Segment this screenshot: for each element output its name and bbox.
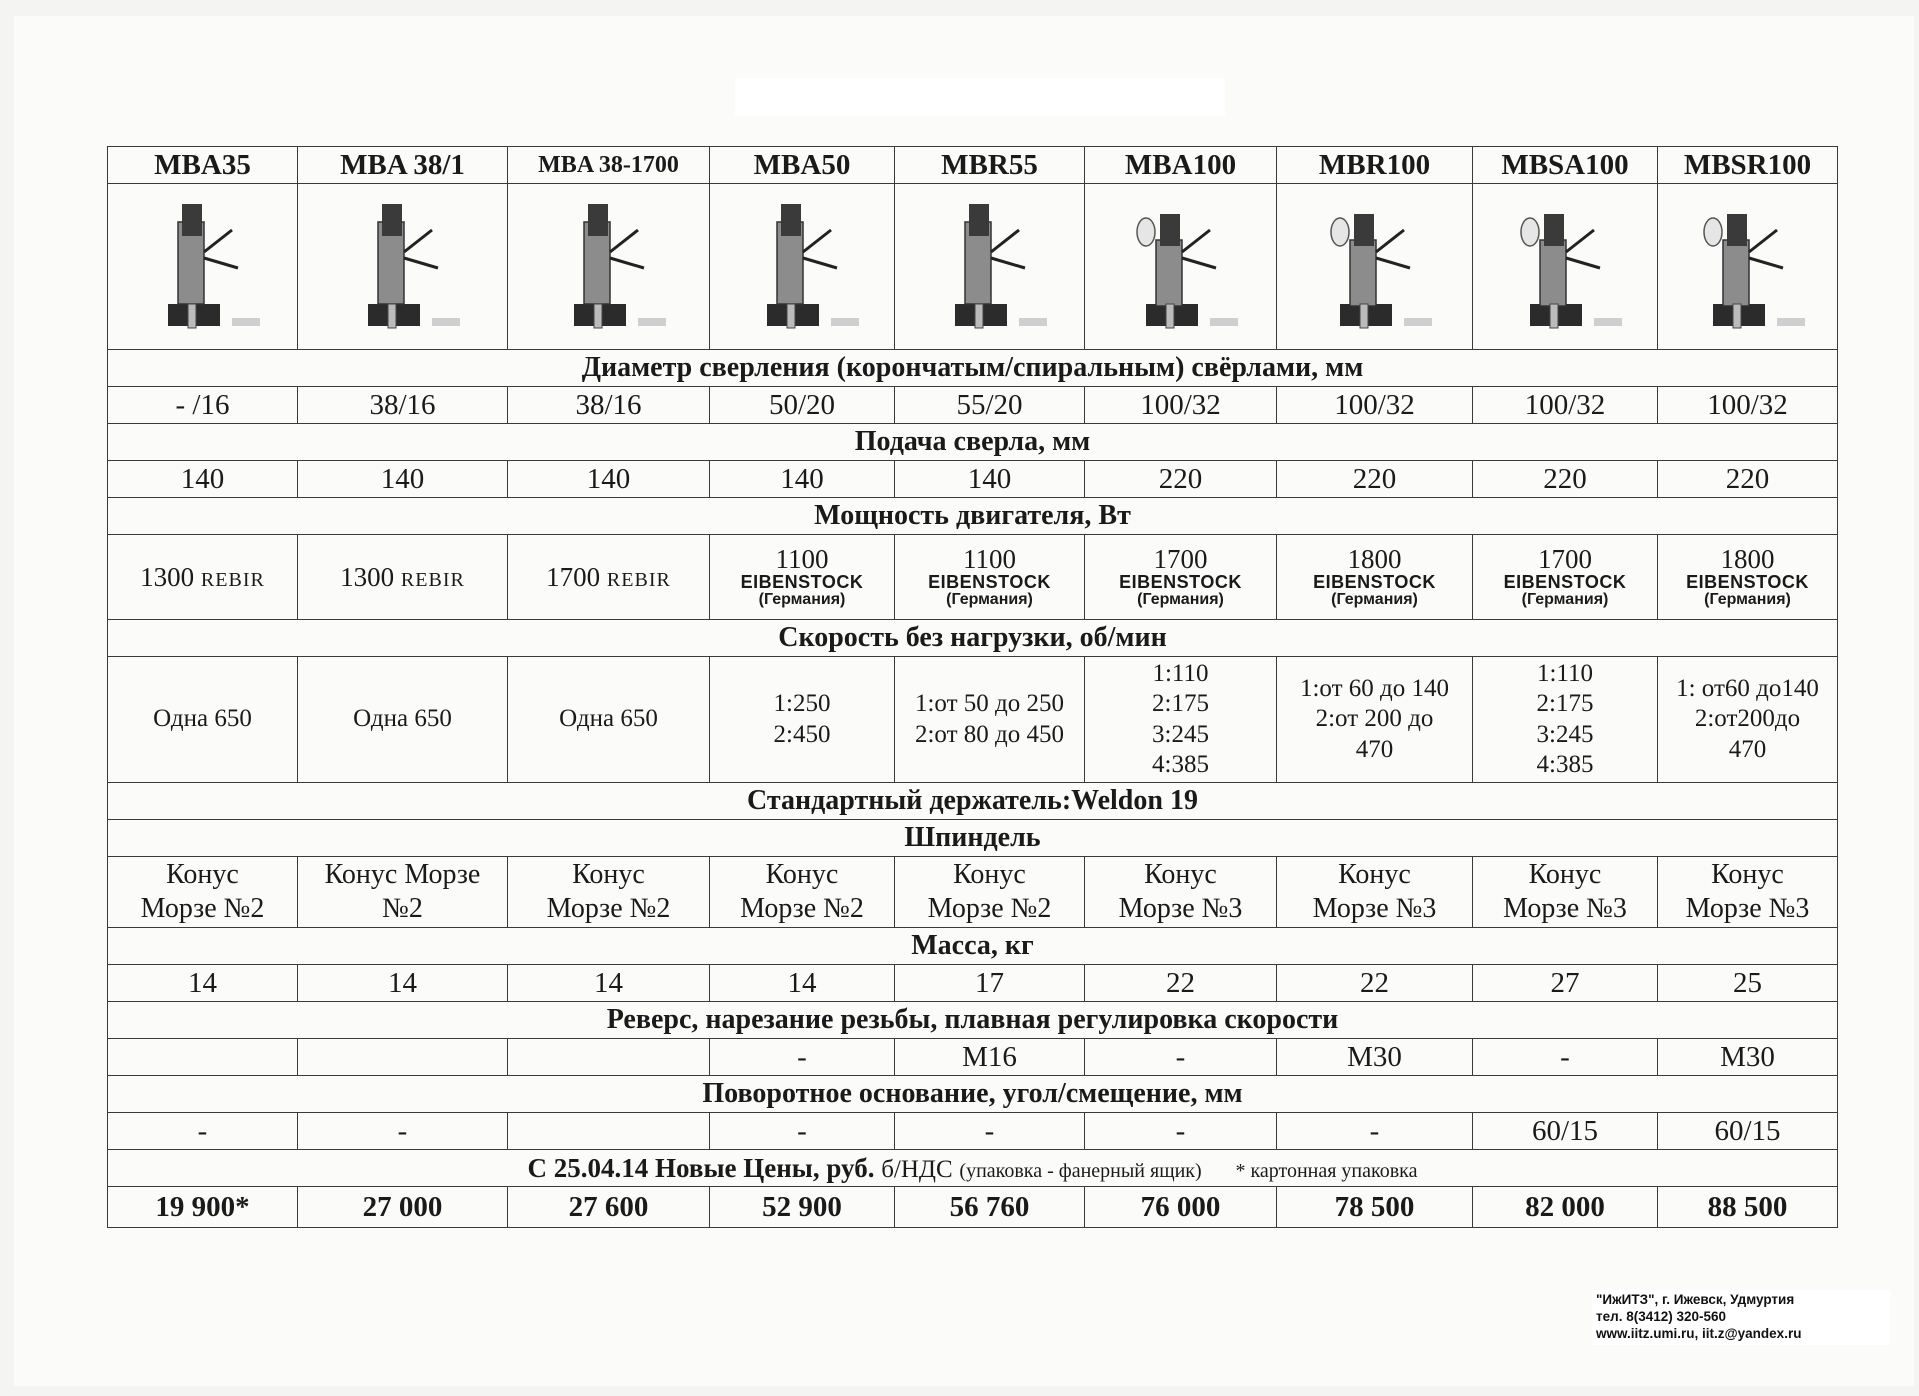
power-watts: 1300 xyxy=(340,561,395,592)
section-diameter: Диаметр сверления (корончатым/спиральным) свёрлами, мм xyxy=(108,350,1838,387)
power-brand: EIBENSTOCK xyxy=(740,572,864,593)
price-note-vat: б/НДС xyxy=(881,1155,953,1183)
speed-cell: 1:от 50 до 250 2:от 80 до 450 xyxy=(895,657,1085,783)
magnetic-drill-icon xyxy=(727,192,877,342)
row-price xyxy=(108,1187,1838,1228)
power-brand: EIBENSTOCK xyxy=(1119,572,1242,593)
reverse-cell: - xyxy=(1085,1039,1277,1076)
magnetic-drill-icon xyxy=(534,192,684,342)
model-name: MBA 38/1 xyxy=(298,147,508,184)
model-name: MBA50 xyxy=(710,147,895,184)
power-cell xyxy=(298,535,508,620)
power-country: (Германия) xyxy=(1521,591,1609,609)
base-cell xyxy=(508,1113,710,1150)
section-reverse: Реверс, нарезание резьбы, плавная регулировка скорости xyxy=(108,1002,1838,1039)
power-watts: 1700 xyxy=(1538,543,1592,574)
diameter-cell: 38/16 xyxy=(298,387,508,424)
speed-cell: 1:250 2:450 xyxy=(710,657,895,783)
section-feed: Подача сверла, мм xyxy=(108,424,1838,461)
power-watts: 1800 xyxy=(1347,543,1402,574)
power-brand: EIBENSTOCK xyxy=(1686,572,1809,593)
power-watts: 1700 xyxy=(1153,543,1208,574)
row-base xyxy=(108,1113,1838,1150)
diameter-cell: 100/32 xyxy=(1277,387,1473,424)
spindle-cell: Конус Морзе №2 xyxy=(508,857,710,928)
speed-cell: 1:от 60 до 140 2:от 200 до 470 xyxy=(1277,657,1473,783)
reverse-cell: M30 xyxy=(1658,1039,1838,1076)
power-watts: 1100 xyxy=(775,543,829,574)
product-image-row xyxy=(108,184,1838,350)
magnetic-drill-icon xyxy=(1106,192,1256,342)
magnetic-drill-icon xyxy=(915,192,1065,342)
mass-cell: 14 xyxy=(298,965,508,1002)
model-name: MBSA100 xyxy=(1473,147,1658,184)
mass-cell: 14 xyxy=(710,965,895,1002)
power-cell xyxy=(1473,535,1658,620)
speed-cell: 1:110 2:175 3:245 4:385 xyxy=(1085,657,1277,783)
power-cell xyxy=(508,535,710,620)
feed-cell: 220 xyxy=(1658,461,1838,498)
product-image-cell xyxy=(508,184,710,350)
spindle-cell: Конус Морзе №3 xyxy=(1473,857,1658,928)
feed-cell: 140 xyxy=(710,461,895,498)
base-cell: 60/15 xyxy=(1473,1113,1658,1150)
power-country: (Германия) xyxy=(1331,591,1418,609)
power-country: (Германия) xyxy=(1137,591,1224,609)
model-name: MBR100 xyxy=(1277,147,1473,184)
row-diameter xyxy=(108,387,1838,424)
product-image-cell xyxy=(895,184,1085,350)
power-cell xyxy=(108,535,298,620)
diameter-cell: 38/16 xyxy=(508,387,710,424)
model-name: MBA35 xyxy=(108,147,298,184)
price-note-star: * картонная упаковка xyxy=(1235,1159,1418,1182)
section-speed: Скорость без нагрузки, об/мин xyxy=(108,620,1838,657)
speed-cell: 1: от60 до140 2:от200до 470 xyxy=(1658,657,1838,783)
row-feed xyxy=(108,461,1838,498)
spindle-cell: Конус Морзе №2 xyxy=(298,857,508,928)
power-brand: REBIR xyxy=(606,568,671,591)
price-note-packaging: (упаковка - фанерный ящик) xyxy=(959,1159,1202,1182)
power-country: (Германия) xyxy=(946,591,1033,609)
spindle-cell: Конус Морзе №3 xyxy=(1277,857,1473,928)
power-brand: EIBENSTOCK xyxy=(1503,572,1627,593)
price-cell: 27 600 xyxy=(508,1187,710,1228)
section-holder: Стандартный держатель:Weldon 19 xyxy=(108,783,1838,820)
power-watts: 1300 xyxy=(140,561,195,592)
price-cell: 82 000 xyxy=(1473,1187,1658,1228)
feed-cell: 140 xyxy=(508,461,710,498)
blank-strip xyxy=(735,78,1225,116)
base-cell: - xyxy=(710,1113,895,1150)
footer-phone: тел. 8(3412) 320-560 xyxy=(1596,1308,1727,1324)
diameter-cell: 100/32 xyxy=(1473,387,1658,424)
spindle-cell: Конус Морзе №3 xyxy=(1658,857,1838,928)
base-cell: - xyxy=(298,1113,508,1150)
model-header-row xyxy=(108,147,1838,184)
mass-cell: 22 xyxy=(1085,965,1277,1002)
magnetic-drill-icon xyxy=(1673,192,1823,342)
speed-cell: Одна 650 xyxy=(108,657,298,783)
product-image-cell xyxy=(1085,184,1277,350)
magnetic-drill-icon xyxy=(328,192,478,342)
reverse-cell: - xyxy=(710,1039,895,1076)
feed-cell: 220 xyxy=(1277,461,1473,498)
price-cell: 27 000 xyxy=(298,1187,508,1228)
power-brand: REBIR xyxy=(200,568,265,591)
price-cell: 76 000 xyxy=(1085,1187,1277,1228)
section-spindle: Шпиндель xyxy=(108,820,1838,857)
price-cell: 78 500 xyxy=(1277,1187,1473,1228)
power-brand: EIBENSTOCK xyxy=(928,572,1051,593)
power-country: (Германия) xyxy=(758,591,846,609)
power-cell xyxy=(1277,535,1473,620)
spindle-cell: Конус Морзе №3 xyxy=(1085,857,1277,928)
base-cell: - xyxy=(1085,1113,1277,1150)
power-cell xyxy=(1658,535,1838,620)
row-reverse xyxy=(108,1039,1838,1076)
power-watts: 1800 xyxy=(1720,543,1775,574)
product-image-cell xyxy=(1658,184,1838,350)
spindle-cell: Конус Морзе №2 xyxy=(895,857,1085,928)
model-name: MBA100 xyxy=(1085,147,1277,184)
spindle-cell: Конус Морзе №2 xyxy=(108,857,298,928)
base-cell: - xyxy=(108,1113,298,1150)
row-mass xyxy=(108,965,1838,1002)
feed-cell: 140 xyxy=(108,461,298,498)
mass-cell: 27 xyxy=(1473,965,1658,1002)
footer-contacts: www.iitz.umi.ru, iit.z@yandex.ru xyxy=(1596,1325,1802,1341)
reverse-cell xyxy=(298,1039,508,1076)
spec-table xyxy=(107,146,1838,1228)
power-brand: REBIR xyxy=(400,568,465,591)
product-image-cell xyxy=(108,184,298,350)
product-image-cell xyxy=(710,184,895,350)
row-power xyxy=(108,535,1838,620)
power-brand: EIBENSTOCK xyxy=(1313,572,1436,593)
magnetic-drill-icon xyxy=(128,192,278,342)
mass-cell: 22 xyxy=(1277,965,1473,1002)
base-cell: - xyxy=(895,1113,1085,1150)
reverse-cell: - xyxy=(1473,1039,1658,1076)
price-note xyxy=(108,1150,1838,1187)
mass-cell: 25 xyxy=(1658,965,1838,1002)
company-footer xyxy=(1592,1290,1890,1345)
speed-cell: 1:110 2:175 3:245 4:385 xyxy=(1473,657,1658,783)
section-mass: Масса, кг xyxy=(108,928,1838,965)
feed-cell: 140 xyxy=(895,461,1085,498)
section-base: Поворотное основание, угол/смещение, мм xyxy=(108,1076,1838,1113)
base-cell: - xyxy=(1277,1113,1473,1150)
diameter-cell: - /16 xyxy=(108,387,298,424)
reverse-cell xyxy=(508,1039,710,1076)
power-cell xyxy=(710,535,895,620)
row-speed xyxy=(108,657,1838,783)
price-cell: 88 500 xyxy=(1658,1187,1838,1228)
row-spindle xyxy=(108,857,1838,928)
mass-cell: 17 xyxy=(895,965,1085,1002)
magnetic-drill-icon xyxy=(1300,192,1450,342)
spindle-cell: Конус Морзе №2 xyxy=(710,857,895,928)
speed-cell: Одна 650 xyxy=(508,657,710,783)
power-watts: 1100 xyxy=(963,543,1016,574)
feed-cell: 220 xyxy=(1473,461,1658,498)
price-cell: 56 760 xyxy=(895,1187,1085,1228)
diameter-cell: 100/32 xyxy=(1658,387,1838,424)
speed-cell: Одна 650 xyxy=(298,657,508,783)
magnetic-drill-icon xyxy=(1490,192,1640,342)
feed-cell: 140 xyxy=(298,461,508,498)
reverse-cell xyxy=(108,1039,298,1076)
power-cell xyxy=(895,535,1085,620)
price-cell: 19 900* xyxy=(108,1187,298,1228)
mass-cell: 14 xyxy=(108,965,298,1002)
diameter-cell: 100/32 xyxy=(1085,387,1277,424)
footer-company: "ИжИТЗ", г. Ижевск, Удмуртия xyxy=(1596,1292,1795,1307)
product-image-cell xyxy=(1277,184,1473,350)
model-name: MBR55 xyxy=(895,147,1085,184)
model-name: MBA 38-1700 xyxy=(508,147,710,184)
reverse-cell: M16 xyxy=(895,1039,1085,1076)
power-cell xyxy=(1085,535,1277,620)
price-cell: 52 900 xyxy=(710,1187,895,1228)
model-name: MBSR100 xyxy=(1658,147,1838,184)
base-cell: 60/15 xyxy=(1658,1113,1838,1150)
reverse-cell: M30 xyxy=(1277,1039,1473,1076)
diameter-cell: 55/20 xyxy=(895,387,1085,424)
power-watts: 1700 xyxy=(546,561,601,592)
diameter-cell: 50/20 xyxy=(710,387,895,424)
product-image-cell xyxy=(298,184,508,350)
price-note-main: С 25.04.14 Новые Цены, руб. xyxy=(527,1152,875,1183)
section-power: Мощность двигателя, Вт xyxy=(108,498,1838,535)
product-image-cell xyxy=(1473,184,1658,350)
feed-cell: 220 xyxy=(1085,461,1277,498)
mass-cell: 14 xyxy=(508,965,710,1002)
power-country: (Германия) xyxy=(1704,591,1791,609)
